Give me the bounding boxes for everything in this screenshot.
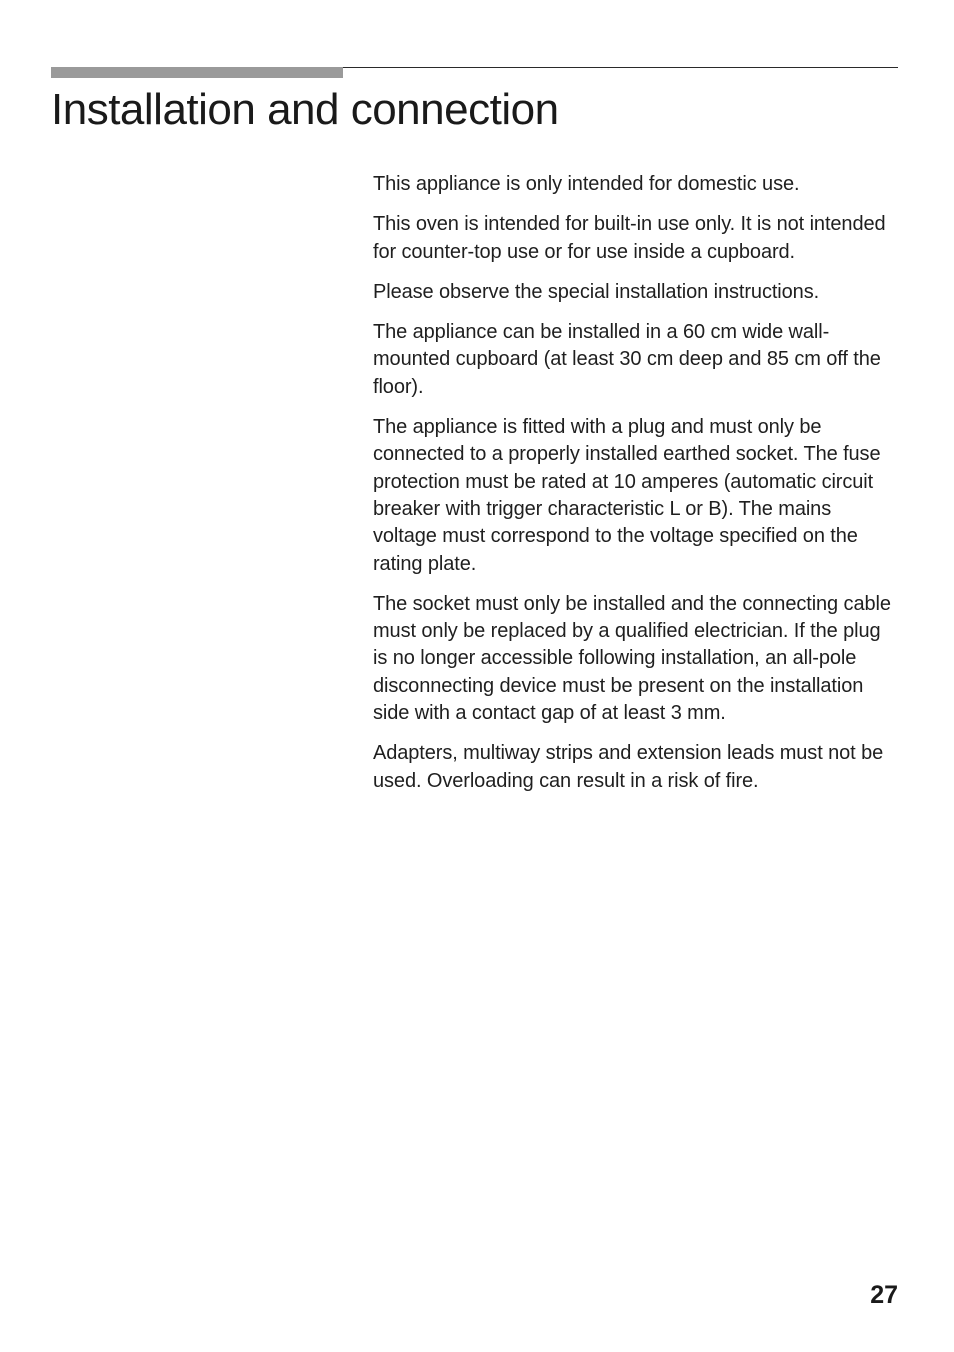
body-column (373, 171, 898, 808)
paragraph-plug-and-socket: The appliance is fitted with a plug and must only be connected to a properly installed earthed socket. The fuse protection must be rated at 10 amperes (automatic circuit breaker with trigger characteristic L or B). The mains voltage must correspond to the voltage specified on the rating plate. (373, 416, 881, 575)
page-title: Installation and connection (51, 85, 559, 134)
page-number: 27 (870, 1281, 898, 1309)
paragraph-cupboard-dimensions: The appliance can be installed in a 60 cm wide wall-mounted cupboard (at least 30 cm deep and 85 cm off the floor). (373, 321, 881, 398)
paragraph-installation-instructions: Please observe the special installation instructions. (373, 280, 820, 303)
header-accent-bar (51, 67, 343, 78)
paragraph-adapters-warning: Adapters, multiway strips and extension leads must not be used. Overloading can result in a risk of fire. (373, 742, 884, 792)
paragraph-electrician: The socket must only be installed and the connecting cable must only be replaced by a qualified electrician. If the plug is no longer accessible following installation, an all-pole disconnecting device must be present on the installation side with a contact gap of at least 3 mm. (373, 592, 891, 725)
paragraph-domestic-use: This appliance is only intended for domestic use. (373, 173, 800, 195)
paragraph-built-in-use: This oven is intended for built-in use only. It is not intended for counter-top use or for use inside a cupboard. (373, 213, 886, 263)
